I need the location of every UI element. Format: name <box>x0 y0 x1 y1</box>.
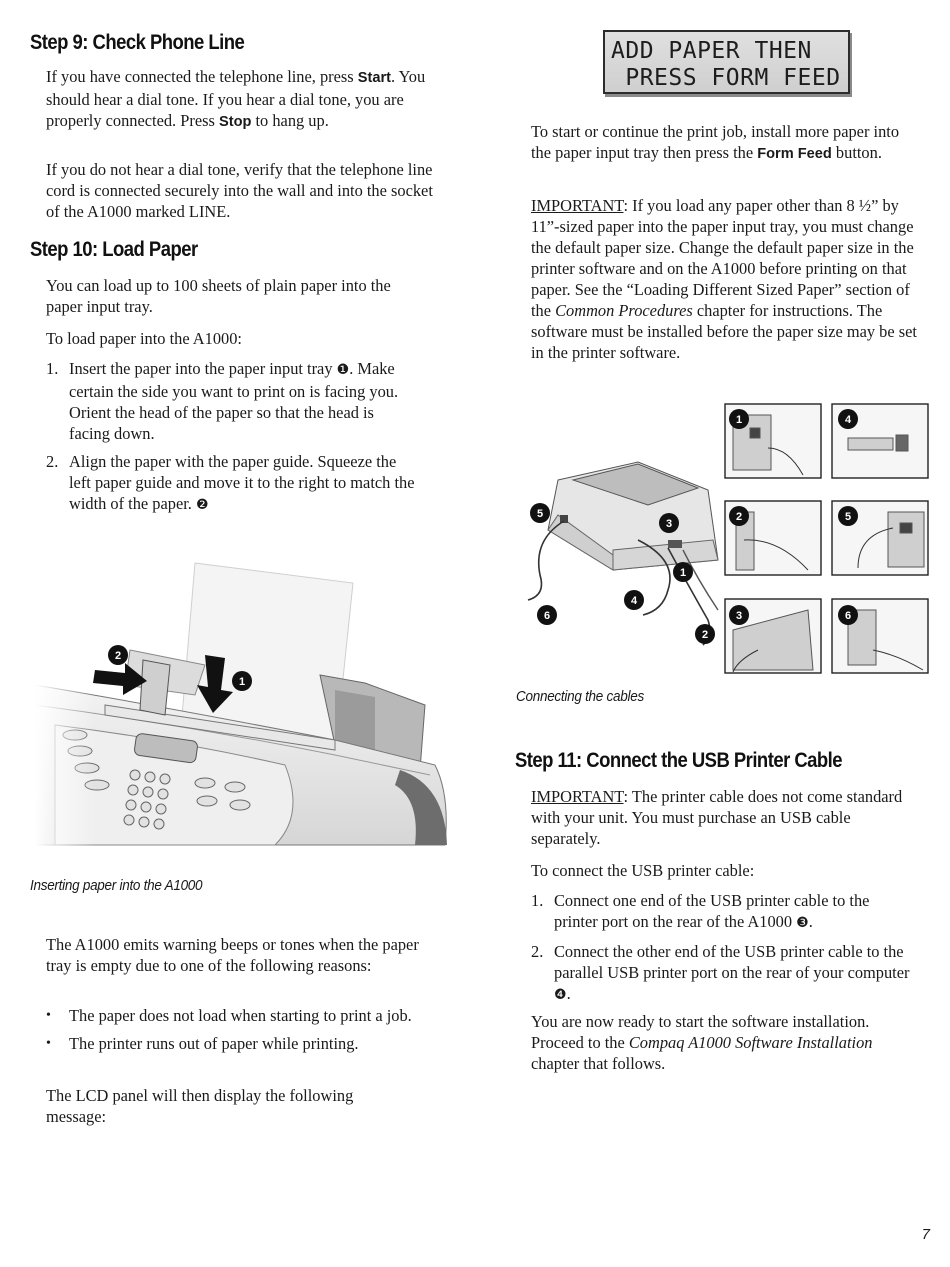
step10-instruction-list <box>46 358 416 523</box>
list-number: 2. <box>46 452 59 471</box>
panel-callout: 1 <box>735 414 743 426</box>
list-text: Connect the other end of the USB printer cable to the parallel USB printer port on the rear of your computer <box>554 942 910 982</box>
important-text: : If you load any paper other than 8 ½” by 11”-sized paper into the paper input tray, you must change the default paper size. Change the default paper size in the printer software and on the A1000 before printing on that paper. See the “Loading Different Sized Paper” section of the <box>531 196 914 320</box>
list-text-after: . <box>566 984 571 1003</box>
printer-paper-loading-illustration <box>35 555 450 850</box>
bullet-text: The printer runs out of paper while printing. <box>69 1034 359 1053</box>
callout-2-mark: ❷ <box>196 497 209 513</box>
list-item <box>531 890 911 934</box>
list-text: Connect one end of the USB printer cable to the printer port on the rear of the A1000 <box>554 891 870 931</box>
form-feed-button-label: Form Feed <box>757 146 832 162</box>
cable-callout: 2 <box>701 629 709 641</box>
callout-1-mark: ❶ <box>336 362 350 378</box>
list-number: 1. <box>531 891 544 910</box>
step11-paragraph-2: To connect the USB printer cable: <box>531 861 755 880</box>
cable-callout: 3 <box>665 518 673 530</box>
callout-4-mark: ❹ <box>554 987 567 1003</box>
step11-final-paragraph <box>531 1011 916 1074</box>
final-text-after: chapter that follows. <box>531 1054 666 1073</box>
list-item <box>46 451 416 516</box>
important-text: : The printer cable does not come standard with your unit. You must purchase an USB cable separately. <box>531 787 903 848</box>
list-text-after: . Make certain the side you want to print on is facing you. Orient the head of the paper so that the head is facing down. <box>69 359 399 443</box>
step10-heading: Step 10: Load Paper <box>30 238 198 261</box>
warning-reasons-list <box>46 1005 416 1061</box>
callout-2-badge: 2 <box>114 650 122 662</box>
list-number: 2. <box>531 942 544 961</box>
step9-p1-b: . You should hear a dial tone. If you hear a dial tone, you are properly connected. Press <box>46 67 426 130</box>
step9-p1-c: to hang up. <box>251 111 329 130</box>
important-text-after: chapter for instructions. The software must be installed before the paper size may be set in the printer software. <box>531 301 917 362</box>
warning-intro-paragraph: The A1000 emits warning beeps or tones when the paper tray is empty due to one of the following reasons: <box>46 935 419 975</box>
important-paper-size-paragraph <box>531 195 926 363</box>
cable-connection-illustration <box>518 400 933 680</box>
step9-paragraph-1 <box>46 66 426 133</box>
list-item <box>531 941 911 1006</box>
step11-important-paragraph <box>531 786 916 849</box>
callout-1-badge: 1 <box>238 676 246 688</box>
step9-heading: Step 9: Check Phone Line <box>30 31 245 54</box>
bullet-text: The paper does not load when starting to print a job. <box>69 1006 412 1025</box>
cable-callout: 1 <box>679 567 687 579</box>
lcd-message-display <box>603 30 850 94</box>
page-number: 7 <box>921 1226 930 1243</box>
final-text: You are now ready to start the software installation. Proceed to the <box>531 1012 870 1052</box>
list-item <box>46 1005 416 1026</box>
step11-instruction-list <box>531 890 911 1013</box>
panel-callout: 5 <box>844 511 852 523</box>
start-button-label: Start <box>357 70 392 86</box>
figure-caption-cables: Connecting the cables <box>516 688 644 705</box>
panel-callout: 6 <box>844 610 852 622</box>
panel-callout: 4 <box>844 414 852 426</box>
figure-caption-paper: Inserting paper into the A1000 <box>30 877 203 894</box>
important-label: IMPORTANT <box>531 787 624 806</box>
step10-paragraph-2: To load paper into the A1000: <box>46 329 242 348</box>
cable-callout: 4 <box>630 595 638 607</box>
panel-callout: 2 <box>735 511 743 523</box>
step11-heading: Step 11: Connect the USB Printer Cable <box>515 749 843 772</box>
cable-callout: 5 <box>536 508 544 520</box>
common-procedures-reference: Common Procedures <box>555 301 693 320</box>
list-number: 1. <box>46 359 59 378</box>
important-label: IMPORTANT <box>531 196 624 215</box>
bullet-mark: • <box>46 1036 51 1051</box>
lcd-line-2: PRESS FORM FEED <box>611 65 841 91</box>
step9-paragraph-2: If you do not hear a dial tone, verify that the telephone line cord is connected securely into the wall and into the socket of the A1000 marked LINE. <box>46 160 433 221</box>
cable-callout: 6 <box>543 610 551 622</box>
list-item <box>46 1033 416 1054</box>
panel-callout: 3 <box>735 610 743 622</box>
list-text: Align the paper with the paper guide. Squeeze the left paper guide and move it to the right to match the width of the paper. <box>69 452 415 513</box>
print-job-text-after: button. <box>831 143 882 162</box>
list-text-after: . <box>808 912 813 931</box>
callout-3-mark: ❸ <box>796 915 809 931</box>
list-text: Insert the paper into the paper input tray <box>69 359 337 378</box>
lcd-intro-paragraph: The LCD panel will then display the following message: <box>46 1086 354 1126</box>
stop-button-label: Stop <box>218 114 252 130</box>
step9-p1-a: If you have connected the telephone line, press <box>46 67 358 86</box>
print-job-text: To start or continue the print job, install more paper into the paper input tray then press the <box>531 122 900 162</box>
lcd-line-1: ADD PAPER THEN <box>611 38 812 64</box>
bullet-mark: • <box>46 1008 51 1023</box>
software-installation-reference: Compaq A1000 Software Installation <box>628 1033 873 1052</box>
step10-paragraph-1: You can load up to 100 sheets of plain paper into the paper input tray. <box>46 276 391 316</box>
print-job-paragraph <box>531 121 921 165</box>
list-item <box>46 358 416 444</box>
